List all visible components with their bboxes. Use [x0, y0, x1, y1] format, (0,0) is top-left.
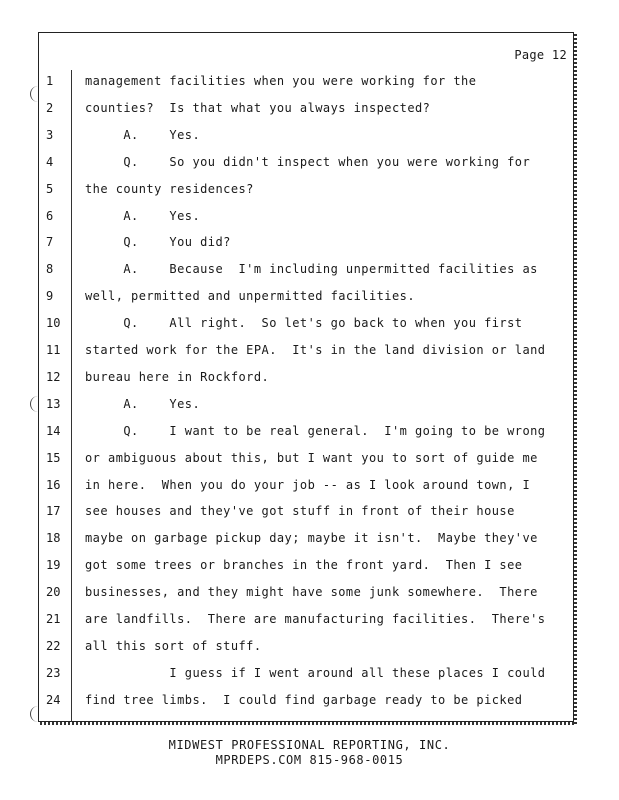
transcript-line	[0, 208, 619, 224]
line-number: 14	[46, 423, 61, 438]
line-number: 12	[46, 369, 61, 384]
transcript-line	[0, 450, 619, 466]
line-number: 11	[46, 343, 61, 357]
line-text: started work for the EPA. It's in the land division or land	[85, 343, 546, 357]
line-text: counties? Is that what you always inspected?	[85, 100, 431, 115]
transcript-line	[0, 315, 619, 331]
binder-hole-mark	[30, 706, 39, 722]
line-text: well, permitted and unpermitted facilities.	[85, 289, 416, 304]
line-number: 13	[46, 396, 61, 411]
line-text: businesses, and they might have some junk somewhere. There	[85, 585, 538, 600]
line-number: 3	[46, 127, 54, 142]
footer-contact: MPRDEPS.COM 815-968-0015	[215, 753, 404, 767]
page-edge-shadow-bottom	[40, 722, 576, 725]
line-number: 8	[46, 262, 54, 277]
line-text: A. Yes.	[85, 208, 201, 223]
line-number: 5	[46, 181, 54, 196]
line-number: 17	[46, 504, 61, 519]
line-text: in here. When you do your job -- as I look around town, I	[85, 477, 531, 492]
line-number: 1	[46, 74, 54, 88]
line-number: 16	[46, 477, 61, 492]
page-number: Page 12	[514, 48, 567, 62]
line-text: Q. So you didn't inspect when you were working for	[85, 154, 531, 169]
transcript-line	[0, 396, 619, 412]
transcript-line	[0, 73, 619, 89]
line-number: 24	[46, 692, 61, 707]
line-text: bureau here in Rockford.	[85, 369, 270, 384]
transcript-line	[0, 154, 619, 170]
transcript-line	[0, 127, 619, 143]
line-text: the county residences?	[85, 181, 254, 196]
line-text: Q. I want to be real general. I'm going to be wrong	[85, 423, 546, 438]
line-number: 20	[46, 585, 61, 600]
line-text: Q. All right. So let's go back to when you first	[85, 316, 523, 331]
transcript-line	[0, 423, 619, 439]
line-number: 22	[46, 638, 61, 653]
line-text: or ambiguous about this, but I want you to sort of guide me	[85, 450, 538, 465]
transcript-line	[0, 584, 619, 600]
line-number: 18	[46, 531, 61, 546]
transcript-line	[0, 503, 619, 519]
transcript-line	[0, 692, 619, 708]
line-text: maybe on garbage pickup day; maybe it isn't. Maybe they've	[85, 531, 538, 546]
line-number: 21	[46, 612, 61, 626]
line-text: got some trees or branches in the front yard. Then I see	[85, 558, 523, 573]
transcript-line	[0, 261, 619, 277]
line-number: 10	[46, 316, 61, 331]
transcript-line	[0, 288, 619, 304]
line-text: are landfills. There are manufacturing facilities. There's	[85, 612, 546, 626]
transcript-line	[0, 638, 619, 654]
line-number: 15	[46, 450, 61, 465]
line-text: see houses and they've got stuff in front of their house	[85, 504, 515, 519]
line-text: Q. You did?	[85, 235, 231, 250]
line-number: 4	[46, 154, 54, 169]
footer-company: MIDWEST PROFESSIONAL REPORTING, INC.	[168, 738, 451, 752]
line-text: A. Yes.	[85, 127, 201, 142]
transcript-line	[0, 477, 619, 493]
transcript-line	[0, 342, 619, 358]
transcript-line	[0, 557, 619, 573]
line-number: 6	[46, 208, 54, 223]
line-number: 23	[46, 665, 61, 680]
line-text: all this sort of stuff.	[85, 638, 262, 653]
line-text: I guess if I went around all these places I could	[85, 665, 546, 680]
transcript-line	[0, 100, 619, 116]
line-text: management facilities when you were working for the	[85, 74, 477, 88]
line-number: 9	[46, 289, 54, 304]
transcript-line	[0, 530, 619, 546]
transcript-line	[0, 234, 619, 250]
line-number: 2	[46, 100, 54, 115]
line-text: A. Because I'm including unpermitted facilities as	[85, 262, 538, 277]
transcript-line	[0, 611, 619, 627]
transcript-line	[0, 369, 619, 385]
line-text: find tree limbs. I could find garbage ready to be picked	[85, 692, 523, 707]
transcript-line	[0, 665, 619, 681]
transcript-line	[0, 181, 619, 197]
line-number: 7	[46, 235, 54, 250]
line-number: 19	[46, 558, 61, 573]
line-text: A. Yes.	[85, 396, 201, 411]
